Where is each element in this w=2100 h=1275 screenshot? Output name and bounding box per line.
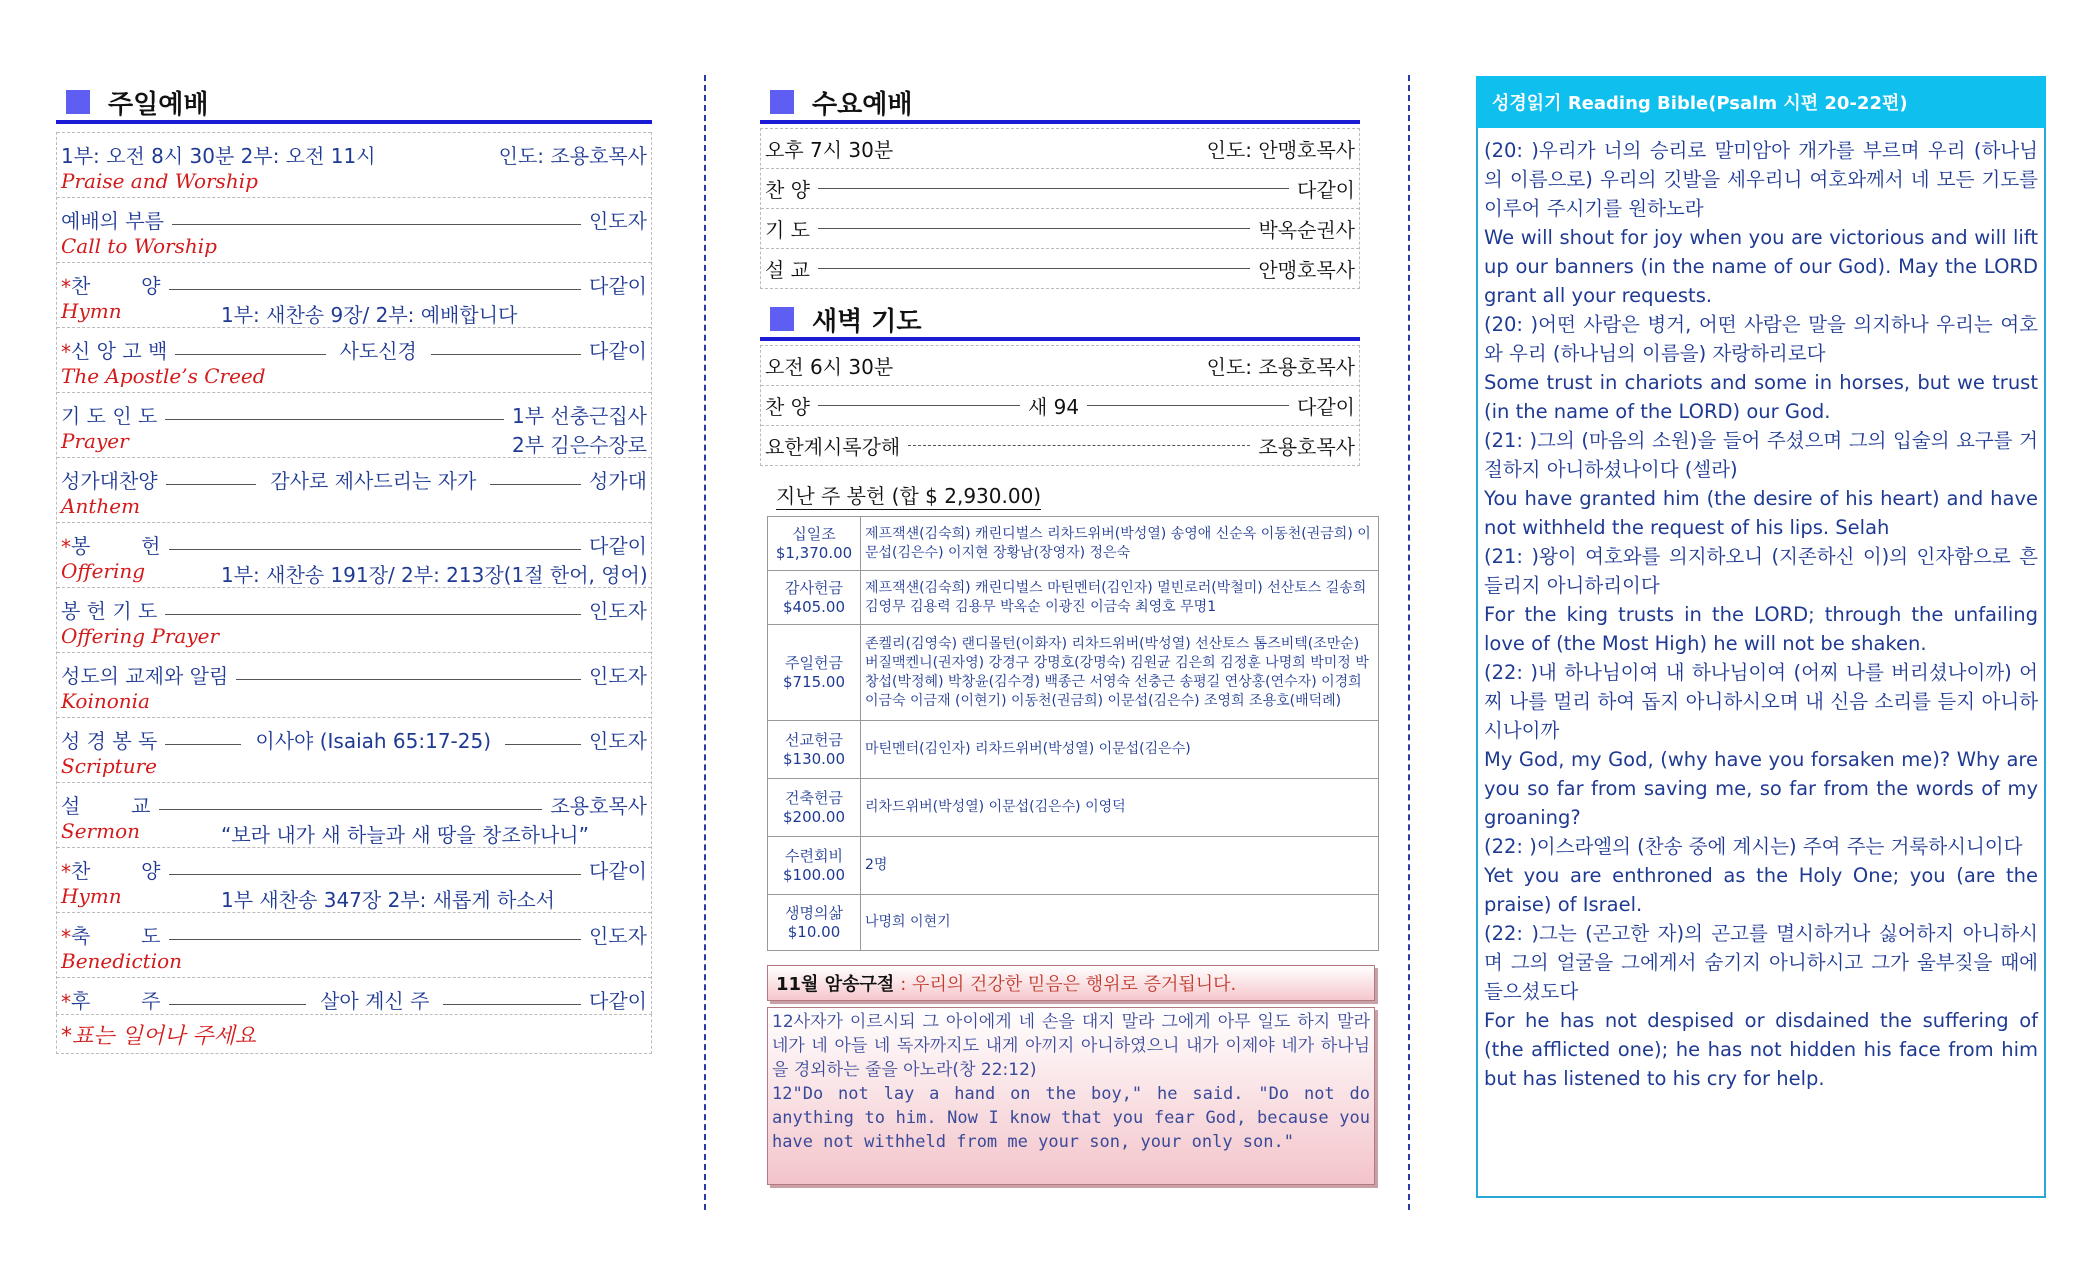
dawn-prayer-header — [760, 301, 1360, 341]
offering-row — [768, 625, 1379, 721]
stand-marker: * — [61, 860, 71, 884]
stand-marker: * — [61, 275, 71, 299]
order-item-english — [57, 559, 651, 587]
order-item-detail: 1부: 새찬송 9장/ 2부: 예배합니다 — [221, 303, 518, 327]
leader-line — [490, 484, 581, 485]
column-divider-right — [1408, 75, 1410, 1210]
leader-line — [169, 289, 582, 290]
order-item-leader: 인도자 — [589, 729, 648, 753]
sunday-service-column — [56, 84, 652, 1054]
order-item-english-label: Hymn — [61, 299, 122, 323]
offering-amount: $10.00 — [787, 922, 841, 941]
offering-category-name: 수련회비 — [785, 846, 843, 865]
bible-verse-paragraph: Some trust in chariots and some in horses, but we trust (in the name of the LORD) our God. — [1484, 371, 2038, 423]
offering-category — [768, 571, 861, 625]
offering-row — [768, 517, 1379, 571]
order-item-english-label: Offering Prayer — [61, 624, 220, 648]
bible-verse-paragraph: We will shout for joy when you are victorious and will lift up our banners (in the name of our God). May the LORD grant all your requests. — [1484, 226, 2038, 307]
offering-row — [768, 837, 1379, 895]
bible-verse-paragraph: (20: )우리가 너의 승리로 말미암아 개가를 부르며 우리 (하나님의 이름으로) 우리의 깃발을 세우리니 여호와께서 네 모든 기도를 이루어 주시기를 원하노라 — [1484, 139, 2038, 220]
memory-verse-theme: : 우리의 건강한 믿음은 행위로 증거됩니다. — [900, 974, 1237, 995]
offering-amount: $100.00 — [782, 865, 846, 884]
offering-category-name: 건축헌금 — [785, 788, 843, 807]
stand-marker: * — [61, 535, 71, 559]
offering-donors: 마틴멘터(김인자) 리차드위버(박성열) 이문섭(김은수) — [861, 721, 1379, 779]
dawn-row-mid: 새 94 — [1027, 395, 1080, 419]
offering-category-name: 십일조 — [792, 524, 836, 543]
order-item-english — [57, 689, 651, 717]
wednesday-row-label: 설 교 — [765, 258, 810, 282]
memory-verse-header — [767, 965, 1375, 1001]
dawn-row — [761, 425, 1359, 465]
offering-amount: $200.00 — [782, 807, 846, 826]
bible-reading-body — [1476, 128, 2046, 1198]
order-item-english-label: Call to Worship — [61, 234, 217, 258]
offering-category — [768, 517, 861, 571]
order-item-leader: 인도자 — [589, 599, 647, 623]
bible-verse-paragraph: (21: )왕이 여호와를 의지하오니 (지존하신 이)의 인자함으로 흔들리지 아니하리이다 — [1484, 545, 2038, 597]
offering-category — [768, 721, 861, 779]
stand-marker: * — [61, 925, 71, 949]
order-item-row — [57, 782, 651, 819]
order-item-leader: 조용호목사 — [550, 794, 647, 818]
order-item-detail: 1부: 새찬송 191장/ 2부: 213장(1절 한어, 영어) — [221, 563, 648, 587]
wednesday-row — [761, 208, 1359, 248]
order-item-label: 설 교 — [61, 794, 151, 818]
offering-category-name: 생명의삶 — [785, 903, 843, 922]
order-item-english — [57, 624, 651, 652]
bible-verse-paragraph: For the king trusts in the LORD; through the unfailing love of (the Most High) he will not be shaken. — [1484, 603, 2038, 655]
offering-category — [768, 895, 861, 951]
offering-donors: 존켈리(김영숙) 랜디몰턴(이화자) 리차드위버(박성열) 선산토스 톰즈비텍(조만순) 버질맥켄니(권자영) 강경구 강명호(강명숙) 김원균 김은희 김정훈 나명희 박미정 박창섭(박정혜) 박창윤(김수경) 백종근 서영숙 선충근 송평길 연상홍(연수자) 이경희 이금숙 이금재 (이현기) 이동천(권금희) 이문섭(김은수) 조영희 조용호(배덕례) — [861, 625, 1379, 721]
wednesday-leader: 인도: 안맹호목사 — [1206, 138, 1355, 162]
order-item-row — [57, 392, 651, 429]
wednesday-row — [761, 248, 1359, 288]
leader-line — [175, 354, 325, 355]
order-item-leader: 인도자 — [589, 209, 647, 233]
bible-verse-paragraph: (22: )그는 (곤고한 자)의 곤고를 멸시하거나 싫어하지 아니하시며 그의 얼굴을 그에게서 숨기지 아니하시고 그가 울부짖을 때에 들으셨도다 — [1484, 922, 2038, 1003]
order-item-english-label: Hymn — [61, 884, 122, 908]
offering-row — [768, 779, 1379, 837]
offering-category — [768, 625, 861, 721]
offering-donors: 제프잭섄(김숙희) 캐린디벌스 리차드위버(박성열) 송영애 신순옥 이동천(권금희) 이문섭(김은수) 이지현 장황남(장영자) 정은숙 — [861, 517, 1379, 571]
wednesday-time-row — [761, 129, 1359, 168]
offering-row — [768, 721, 1379, 779]
bible-verse-paragraph: You have granted him (the desire of his heart) and have not withheld the request of his lips. Selah — [1484, 487, 2038, 539]
memory-verse-label: 11월 암송구절 — [776, 974, 895, 995]
dawn-row-label: 찬 양 — [765, 395, 810, 419]
order-item-english — [57, 169, 651, 197]
sunday-time: 1부: 오전 8시 30분 2부: 오전 11시 — [61, 144, 376, 168]
leader-line — [431, 354, 581, 355]
order-item-row — [57, 717, 651, 754]
sunday-order-of-worship — [56, 132, 652, 1014]
order-item-label: 성 경 봉 독 — [61, 729, 158, 753]
order-item-row — [57, 977, 651, 1014]
midweek-column — [760, 84, 1371, 1185]
order-item-label: 성가대찬양 — [61, 469, 158, 493]
stand-note-text: *표는 일어나 주세요 — [61, 1023, 257, 1049]
offering-table — [767, 516, 1379, 951]
order-item-label: 기 도 인 도 — [61, 404, 158, 428]
wednesday-time: 오후 7시 30분 — [765, 138, 894, 162]
bible-verse-paragraph: My God, my God, (why have you forsaken me)? Why are you so far from saving me, so far from the words of my groaning? — [1484, 748, 2038, 829]
order-item-row — [57, 587, 651, 624]
sunday-time-row — [57, 132, 651, 169]
order-item-label: 예배의 부름 — [61, 209, 164, 233]
leader-line — [443, 1004, 581, 1005]
wednesday-row-label: 기 도 — [765, 218, 810, 242]
memory-verse-korean: 12사자가 이르시되 그 아이에게 네 손을 대지 말라 그에게 아무 일도 하지 말라 네가 네 아들 네 독자까지도 내게 아끼지 아니하였으니 내가 이제야 네가 하나님을 경외하는 줄을 아노라(창 22:12) — [772, 1012, 1370, 1080]
bible-verse-paragraph: Yet you are enthroned as the Holy One; you (are the praise) of Israel. — [1484, 864, 2038, 916]
offering-amount: $130.00 — [782, 749, 846, 768]
leader-line — [169, 874, 582, 875]
wednesday-row — [761, 168, 1359, 208]
column-divider-left — [704, 75, 706, 1210]
dawn-row — [761, 385, 1359, 425]
order-item-label: 성도의 교제와 알림 — [61, 664, 229, 688]
dawn-time-row — [761, 346, 1359, 385]
order-item-english-label: Scripture — [61, 754, 157, 778]
sunday-service-header — [56, 84, 652, 124]
order-item-row — [57, 912, 651, 949]
offering-donors: 리차드위버(박성열) 이문섭(김은수) 이영덕 — [861, 779, 1379, 837]
order-item-label: 봉 헌 기 도 — [61, 599, 158, 623]
order-item-english — [57, 299, 651, 327]
leader-line — [169, 939, 582, 940]
order-item-english — [57, 494, 651, 522]
order-item-leader: 다같이 — [589, 989, 648, 1013]
order-item-detail: “보라 내가 새 하늘과 새 땅을 창조하나니” — [221, 823, 589, 847]
leader-line — [172, 224, 581, 225]
offering-category-name: 주일헌금 — [785, 653, 843, 672]
stand-marker: * — [61, 990, 71, 1014]
dawn-prayer-title: 새벽 기도 — [812, 306, 922, 337]
offering-row — [768, 571, 1379, 625]
order-item-detail: 1부 새찬송 347장 2부: 새롭게 하소서 — [221, 888, 555, 912]
offering-category — [768, 779, 861, 837]
wednesday-row-right: 박옥순권사 — [1258, 218, 1355, 242]
order-item-leader: 2부 김은수장로 — [511, 433, 647, 457]
order-item-english-label: Offering — [61, 559, 146, 583]
dawn-row-label: 요한계시록강해 — [765, 435, 901, 459]
order-item-english-label: Koinonia — [61, 689, 150, 713]
memory-verse-box — [767, 1007, 1375, 1185]
dawn-row-right: 다같이 — [1297, 395, 1356, 419]
bible-reading-column — [1476, 76, 2046, 1198]
order-item-english — [57, 364, 651, 392]
order-item-english — [57, 754, 651, 782]
dawn-time: 오전 6시 30분 — [765, 355, 894, 379]
sunday-service-title: 주일예배 — [108, 89, 209, 120]
bullet-square-icon — [66, 90, 90, 114]
bullet-square-icon — [770, 90, 794, 114]
order-item-english — [57, 949, 651, 977]
bullet-square-icon — [770, 307, 794, 331]
bible-verse-paragraph: (22: )내 하나님이여 내 하나님이여 (어찌 나를 버리셨나이까) 어찌 나를 멀리 하여 돕지 아니하시오며 내 신음 소리를 듣지 아니하시나이까 — [1484, 661, 2038, 742]
leader-line — [169, 1004, 307, 1005]
order-item-english-label: Sermon — [61, 819, 140, 843]
leader-line — [169, 549, 582, 550]
order-item-english — [57, 234, 651, 262]
order-item-label: 축 도 — [71, 924, 161, 948]
order-item-row — [57, 197, 651, 234]
wednesday-service-header — [760, 84, 1360, 124]
offering-title: 지난 주 봉헌 (합 $ 2,930.00) — [776, 480, 1041, 510]
order-item-label: 신 앙 고 백 — [71, 339, 168, 363]
bible-reading-header — [1476, 76, 2046, 128]
order-item-detail: 살아 계신 주 — [320, 989, 430, 1013]
offering-amount: $715.00 — [782, 672, 846, 691]
order-item-leader: 1부 선충근집사 — [511, 404, 647, 428]
offering-donors: 2명 — [861, 837, 1379, 895]
offering-amount: $405.00 — [782, 597, 846, 616]
order-item-row — [57, 327, 651, 364]
order-item-label: 후 주 — [71, 989, 161, 1013]
leader-line — [236, 679, 581, 680]
order-item-leader: 인도자 — [589, 924, 647, 948]
order-item-row — [57, 262, 651, 299]
bible-verse-paragraph: For he has not despised or disdained the suffering of (the afflicted one); he has not hidden his face from him but has listened to his cry for help. — [1484, 1009, 2038, 1090]
leader-line — [166, 484, 257, 485]
order-item-english-label: Prayer — [61, 429, 129, 453]
order-item-leader: 다같이 — [589, 859, 647, 883]
order-item-label: 찬 양 — [71, 859, 161, 883]
bible-verse-paragraph: (22: )이스라엘의 (찬송 중에 계시는) 주여 주는 거룩하시니이다 — [1484, 835, 2023, 858]
order-item-detail: 감사로 제사드리는 자가 — [270, 469, 477, 493]
order-item-english-label: Praise and Worship — [61, 169, 258, 193]
dawn-leader: 인도: 조용호목사 — [1206, 355, 1355, 379]
sunday-leader: 인도: 조용호목사 — [498, 144, 647, 168]
leader-line — [165, 614, 581, 615]
wednesday-order — [760, 128, 1360, 289]
wednesday-row-right: 다같이 — [1297, 178, 1355, 202]
stand-note — [56, 1014, 652, 1054]
offering-row — [768, 895, 1379, 951]
order-item-leader: 인도자 — [589, 664, 647, 688]
order-item-english — [57, 884, 651, 912]
order-item-english-label: Benediction — [61, 949, 183, 973]
order-item-label: 찬 양 — [71, 274, 161, 298]
offering-donors: 제프잭섄(김숙희) 캐린디벌스 마틴멘터(김인자) 멀빈로러(박철미) 선산토스 길송희 김영무 김용력 김용무 박옥순 이광진 이금숙 최영호 무명1 — [861, 571, 1379, 625]
order-item-row — [57, 847, 651, 884]
bible-reading-title: 성경읽기 Reading Bible(Psalm 시편 20-22편) — [1492, 93, 1908, 114]
wednesday-row-label: 찬 양 — [765, 178, 810, 202]
offering-category-name: 선교헌금 — [785, 730, 843, 749]
order-item-leader: 다같이 — [589, 339, 648, 363]
dawn-row-right: 조용호목사 — [1258, 435, 1355, 459]
order-item-detail: 이사야 (Isaiah 65:17-25) — [255, 729, 492, 753]
order-item-leader: 다같이 — [589, 274, 647, 298]
leader-line — [505, 744, 581, 745]
order-item-leader: 성가대 — [589, 469, 647, 493]
order-item-row — [57, 457, 651, 494]
wednesday-service-title: 수요예배 — [812, 89, 913, 120]
wednesday-row-right: 안맹호목사 — [1258, 258, 1355, 282]
order-item-row — [57, 652, 651, 689]
order-item-english — [57, 429, 651, 457]
offering-category — [768, 837, 861, 895]
order-item-row — [57, 522, 651, 559]
offering-category-name: 감사헌금 — [785, 578, 843, 597]
leader-line — [165, 744, 241, 745]
offering-donors: 나명희 이현기 — [861, 895, 1379, 951]
offering-amount: $1,370.00 — [775, 543, 853, 562]
order-item-english — [57, 819, 651, 847]
stand-marker: * — [61, 340, 71, 364]
bible-verse-paragraph: (21: )그의 (마음의 소원)을 들어 주셨으며 그의 입술의 요구를 거절하지 아니하셨나이다 (셀라) — [1484, 429, 2038, 481]
memory-verse-english: 12"Do not lay a hand on the boy," he said. "Do not do anything to him. Now I know that you fear God, because you have not withheld from me your son, your only son." — [772, 1084, 1370, 1152]
order-item-english-label: The Apostle’s Creed — [61, 364, 266, 388]
dawn-order — [760, 345, 1360, 466]
leader-line — [165, 419, 504, 420]
order-item-english-label: Anthem — [61, 494, 141, 518]
bible-verse-paragraph: (20: )어떤 사람은 병거, 어떤 사람은 말을 의지하나 우리는 여호와 우리 (하나님의 이름을) 자랑하리로다 — [1484, 313, 2038, 365]
order-item-leader: 다같이 — [589, 534, 647, 558]
order-item-detail: 사도신경 — [339, 339, 417, 363]
leader-line — [159, 809, 543, 810]
order-item-label: 봉 헌 — [71, 534, 161, 558]
